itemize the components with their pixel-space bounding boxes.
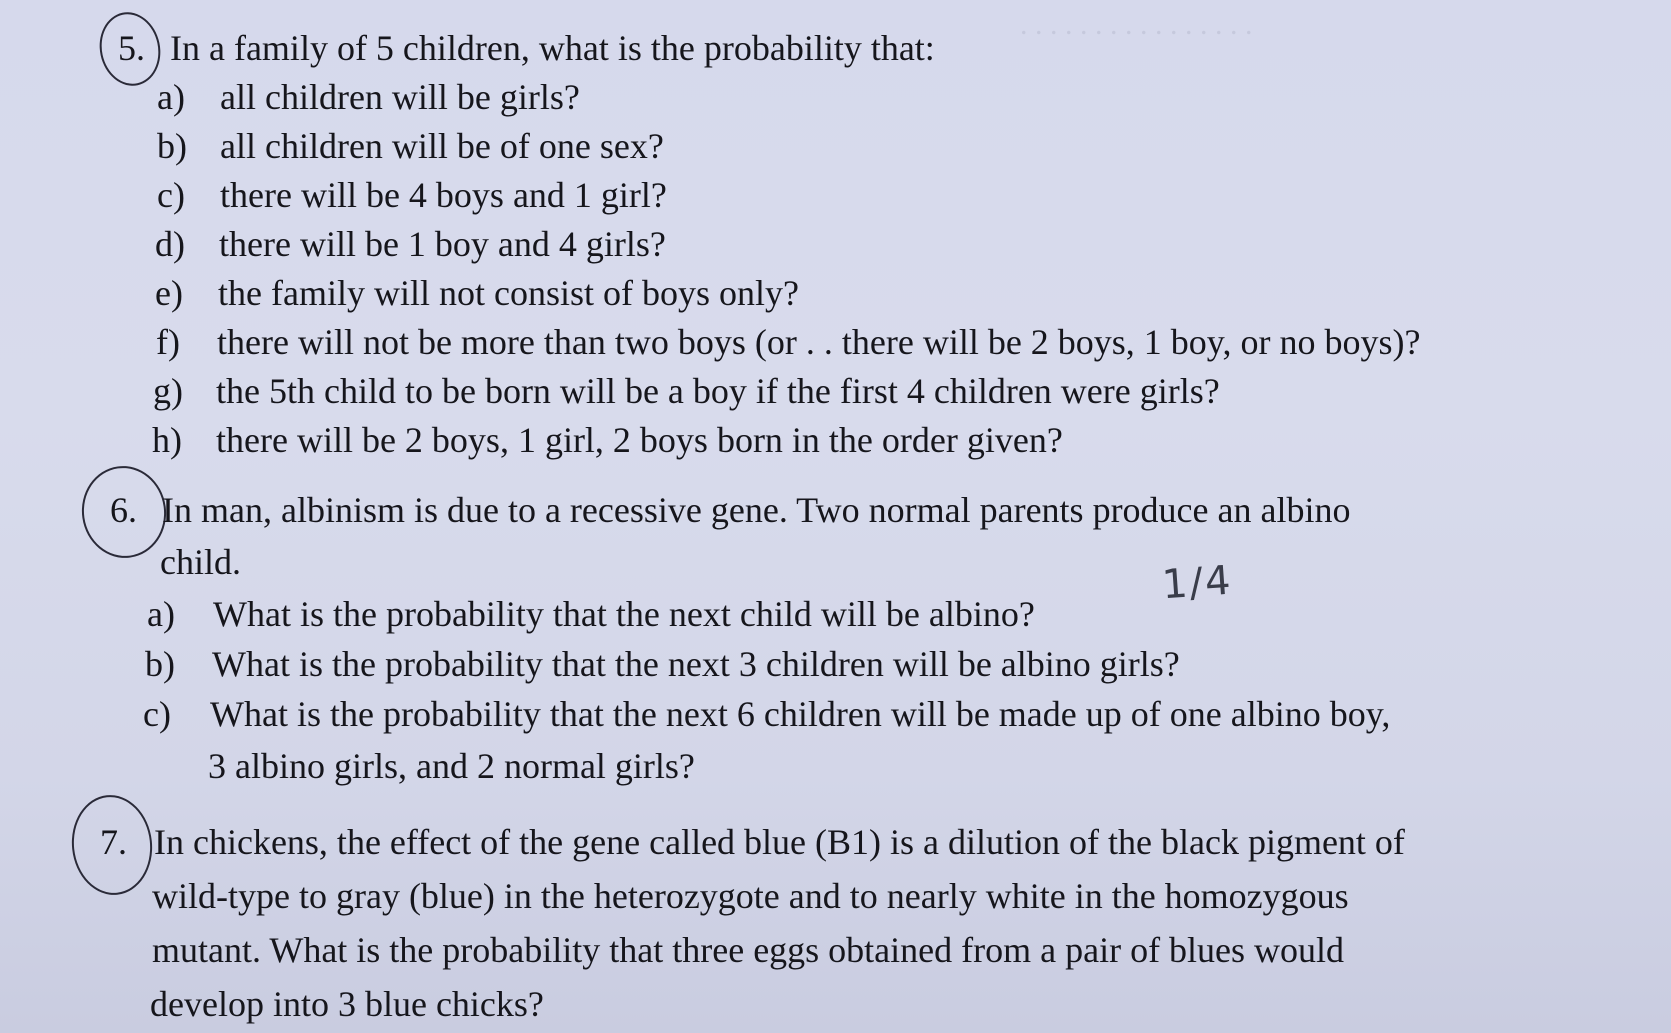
- q6-item-a-label: a): [147, 594, 175, 634]
- q6-item-c-text-line2: 3 albino girls, and 2 normal girls?: [208, 746, 695, 786]
- q5-item-e-label: e): [155, 273, 183, 313]
- question-5-stem: In a family of 5 children, what is the probability that:: [170, 28, 935, 68]
- q6-item-c-label: c): [143, 694, 171, 734]
- q6-item-b-label: b): [145, 644, 175, 684]
- q6-item-a-text: What is the probability that the next child will be albino?: [213, 594, 1035, 634]
- question-7-line2: wild-type to gray (blue) in the heterozygote and to nearly white in the homozygous: [152, 876, 1349, 916]
- q5-item-b-label: b): [157, 126, 187, 166]
- question-7-line1: In chickens, the effect of the gene called blue (B1) is a dilution of the black pigment of: [154, 822, 1405, 862]
- question-6-stem-line2: child.: [160, 542, 241, 582]
- q5-item-c-text: there will be 4 boys and 1 girl?: [220, 175, 667, 215]
- q5-item-f-label: f): [156, 322, 180, 362]
- question-7-line4: develop into 3 blue chicks?: [150, 984, 544, 1024]
- question-6-stem-line1: In man, albinism is due to a recessive gene. Two normal parents produce an albino: [162, 490, 1351, 530]
- q5-item-h-text: there will be 2 boys, 1 girl, 2 boys born in the order given?: [216, 420, 1063, 460]
- q5-item-b-text: all children will be of one sex?: [220, 126, 664, 166]
- bleed-through-text: . . . . . . . . . . . . . . . .: [1020, 8, 1253, 41]
- q5-item-g-text: the 5th child to be born will be a boy if the first 4 children were girls?: [216, 371, 1220, 411]
- q5-item-d-text: there will be 1 boy and 4 girls?: [219, 224, 666, 264]
- q5-item-f-text: there will not be more than two boys (or . . there will be 2 boys, 1 boy, or no boys)?: [217, 322, 1421, 362]
- q6-item-b-text: What is the probability that the next 3 children will be albino girls?: [212, 644, 1180, 684]
- q5-item-d-label: d): [155, 224, 185, 264]
- question-7-number: 7.: [100, 822, 127, 862]
- q5-item-a-text: all children will be girls?: [220, 77, 580, 117]
- q5-item-a-label: a): [157, 77, 185, 117]
- q5-item-g-label: g): [153, 371, 183, 411]
- q5-item-h-label: h): [152, 420, 182, 460]
- q6-item-c-text: What is the probability that the next 6 children will be made up of one albino boy,: [210, 694, 1391, 734]
- q5-item-e-text: the family will not consist of boys only?: [218, 273, 799, 313]
- q5-item-c-label: c): [157, 175, 185, 215]
- question-6-number: 6.: [110, 490, 137, 530]
- question-5-number: 5.: [118, 28, 145, 68]
- question-7-line3: mutant. What is the probability that three eggs obtained from a pair of blues would: [152, 930, 1345, 970]
- handwritten-answer: 1/4: [1160, 557, 1234, 609]
